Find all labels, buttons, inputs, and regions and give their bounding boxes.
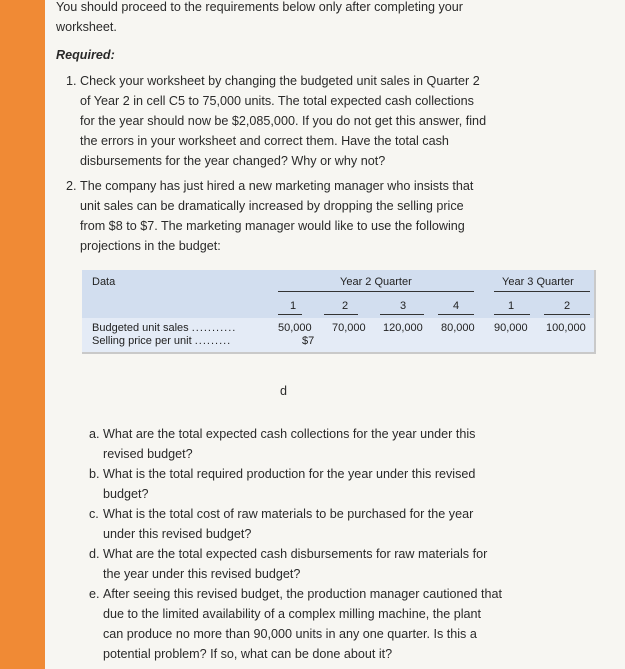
- q-underline: [324, 314, 358, 315]
- quarter-header: 1: [290, 300, 297, 312]
- sub-question-text: After seeing this revised budget, the production manager cautioned that due to the limited availability of a complex milling machine, the plant can produce no more than 90,000 units in any one quarter. Is this a potential problem? If so, what can be done about it?: [103, 587, 503, 661]
- row-label: Selling price per unit .........: [92, 335, 232, 347]
- required-heading: Required:: [56, 48, 115, 62]
- sub-question-text: What are the total expected cash disbursements for raw materials for the year under this revised budget?: [103, 547, 488, 581]
- q-underline: [544, 314, 590, 315]
- table-cell: 70,000: [332, 322, 366, 334]
- question-text: The company has just hired a new marketing manager who insists that unit sales can be dramatically increased by dropping the selling price from $8 to $7. The marketing manager would like to use the following projections in the budget:: [80, 179, 474, 253]
- row-label: Budgeted unit sales ...........: [92, 322, 237, 334]
- q-underline: [438, 314, 474, 315]
- question-number: 2.: [66, 179, 77, 193]
- leader-dots: ...........: [191, 322, 237, 334]
- table-cell: $7: [302, 335, 315, 347]
- stray-mark: d: [280, 384, 288, 398]
- table-cell: 50,000: [278, 322, 312, 334]
- sub-question-letter: d.: [89, 547, 100, 561]
- question-number: 1.: [66, 74, 77, 88]
- table-cell: 80,000: [441, 322, 475, 334]
- table-cell: 100,000: [546, 322, 586, 334]
- intro-paragraph: You should proceed to the requirements below only after completing your worksheet.: [56, 0, 463, 34]
- leader-dots: .........: [194, 335, 232, 347]
- year3-underline: [494, 291, 590, 292]
- year2-underline: [278, 291, 474, 292]
- left-accent-bar: [0, 0, 45, 669]
- year2-quarter-header: Year 2 Quarter: [340, 276, 412, 288]
- quarter-header: 2: [564, 300, 571, 312]
- sub-question-letter: a.: [89, 427, 100, 441]
- sub-question-letter: e.: [89, 587, 100, 601]
- sub-question-text: What is the total required production for the year under this revised budget?: [103, 467, 476, 501]
- sub-question-letter: c.: [89, 507, 99, 521]
- table-data-label: Data: [92, 276, 116, 288]
- quarter-header: 4: [453, 300, 460, 312]
- q-underline: [278, 314, 302, 315]
- sub-question-text: What is the total cost of raw materials to be purchased for the year under this revised budget?: [103, 507, 474, 541]
- sub-question-text: What are the total expected cash collections for the year under this revised budget?: [103, 427, 476, 461]
- question-text: Check your worksheet by changing the budgeted unit sales in Quarter 2 of Year 2 in cell C5 to 75,000 units. The total expected cash collections for the year should now be $2,085,000. If you do not get this answer, find the errors in your worksheet and correct them. Have the total cash disbursements for the year changed? Why or why not?: [80, 74, 487, 168]
- year3-quarter-header: Year 3 Quarter: [502, 276, 574, 288]
- quarter-header: 1: [508, 300, 515, 312]
- table-cell: 120,000: [383, 322, 423, 334]
- quarter-header: 2: [342, 300, 349, 312]
- sub-question-letter: b.: [89, 467, 100, 481]
- projection-table: [82, 270, 596, 354]
- q-underline: [494, 314, 530, 315]
- table-cell: 90,000: [494, 322, 528, 334]
- q-underline: [380, 314, 424, 315]
- quarter-header: 3: [400, 300, 407, 312]
